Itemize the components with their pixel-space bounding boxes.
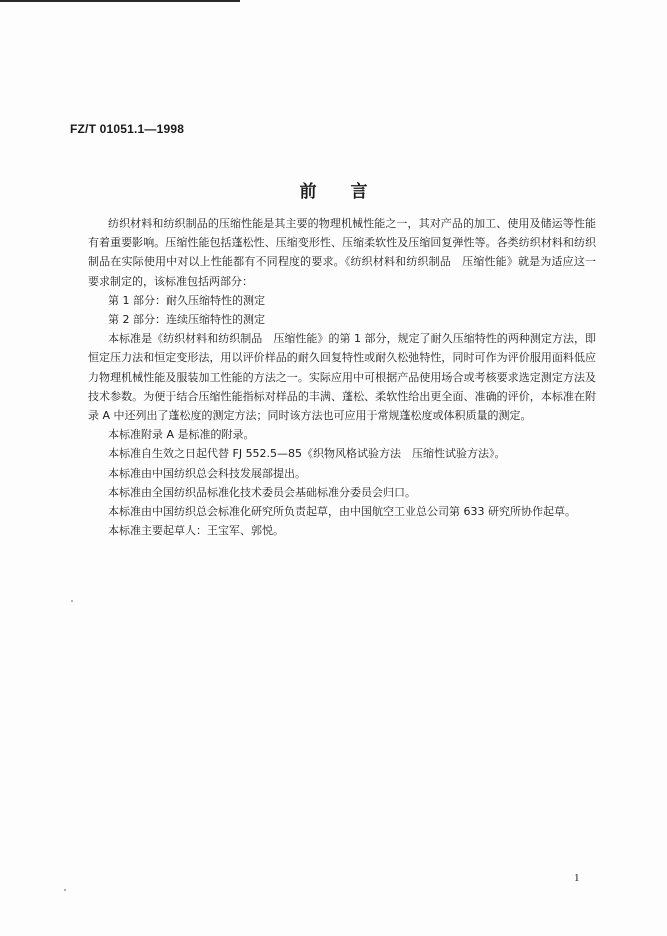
- paragraph-proposed-by: 本标准由中国纺织总会科技发展部提出。: [108, 466, 306, 480]
- scan-speck: [71, 600, 73, 602]
- paragraph-scope: 本标准是《纺织材料和纺织制品 压缩性能》的第 1 部分，规定了耐久压缩特性的两种测定方法，即恒定压力法和恒定变形法，用以评价样品的耐久回复特性或耐久松弛特性，同时可作为评价服用面料低应力物理机械性能及服装加工性能的方法之一。实际应用中可根据产品使用场合或考核要求选定测定方法及技术参数。为便于结合压缩性能指标对样品的丰满、蓬松、柔软性给出更全面、准确的评价，本标准在附录 A 中还列出了蓬松度的测定方法；同时该方法也可应用于常规蓬松度或体积质量的测定。: [88, 332, 596, 423]
- scan-speck: [64, 889, 66, 891]
- standard-number: FZ/T 01051.1—1998: [70, 122, 185, 136]
- foreword-body: [88, 214, 596, 540]
- paragraph-part-1: 第 1 部分：耐久压缩特性的测定: [108, 293, 265, 307]
- paragraph-drafters: 本标准主要起草人：王宝军、郭悦。: [108, 524, 284, 538]
- paragraph-managed-by: 本标准由全国纺织品标准化技术委员会基础标准分委员会归口。: [108, 485, 416, 499]
- paragraph-replaces: 本标准自生效之日起代替 FJ 552.5—85《织物风格试验方法 压缩性试验方法》。: [108, 447, 506, 461]
- paragraph-intro: 纺织材料和纺织制品的压缩性能是其主要的物理机械性能之一，其对产品的加工、使用及储运等性能有着重要影响。压缩性能包括蓬松性、压缩变形性、压缩柔软性及压缩回复弹性等。各类纺织材料和纺织制品在实际使用中对以上性能都有不同程度的要求。《纺织材料和纺织制品 压缩性能》就是为适应这一要求制定的，该标准包括两部分：: [88, 217, 596, 288]
- paragraph-appendix: 本标准附录 A 是标准的附录。: [108, 428, 255, 442]
- page-title: 前言: [299, 182, 402, 202]
- paragraph-part-2: 第 2 部分：连续压缩特性的测定: [108, 313, 265, 327]
- top-rule: [0, 0, 240, 2]
- paragraph-drafted-by: 本标准由中国纺织总会标准化研究所负责起草，由中国航空工业总公司第 633 研究所协作起草。: [108, 505, 576, 519]
- page-number: 1: [574, 872, 580, 884]
